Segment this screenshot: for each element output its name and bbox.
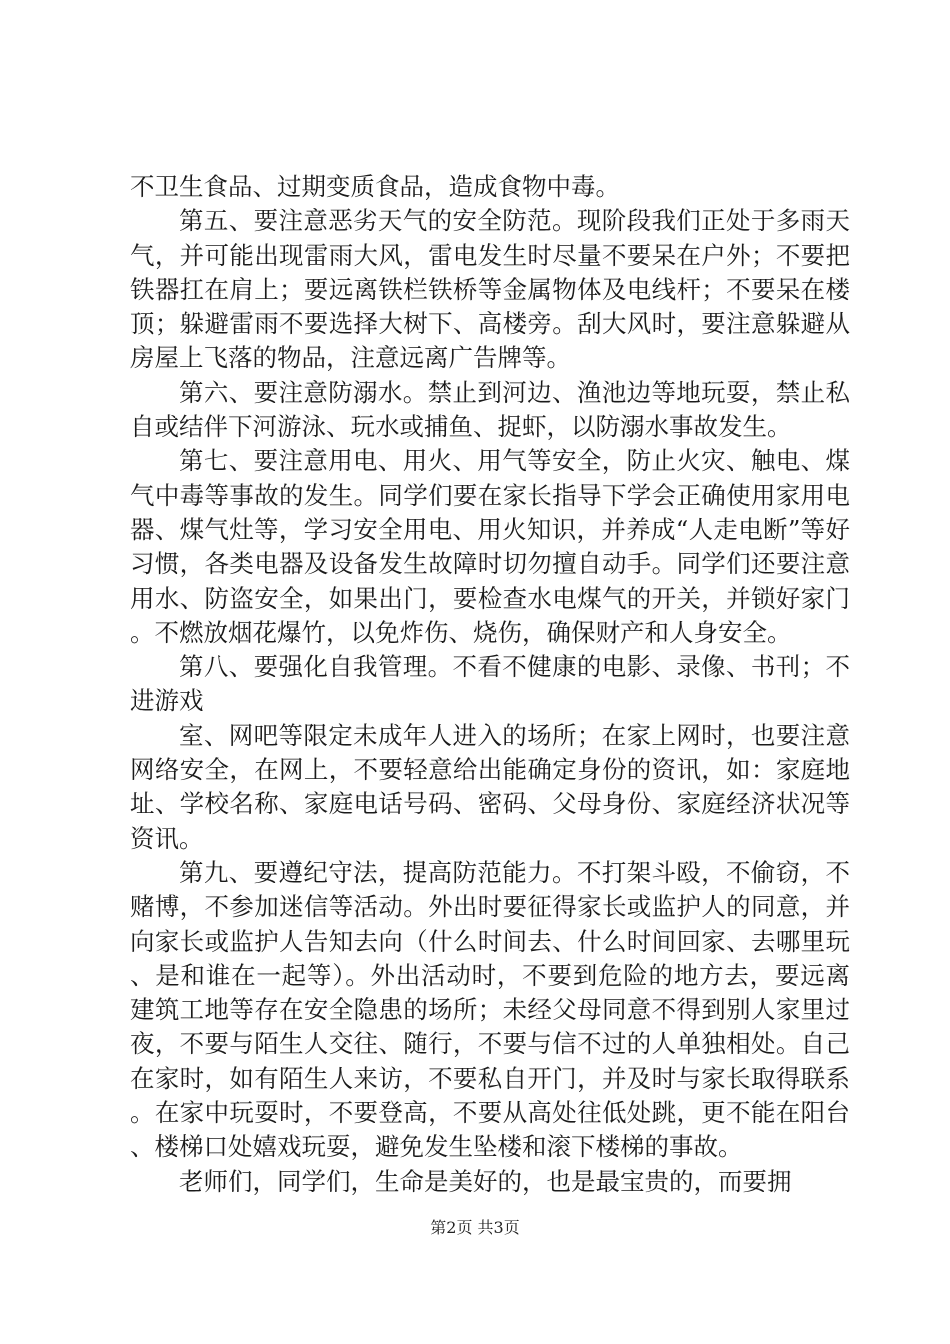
paragraph-7: 第九、要遵纪守法，提高防范能力。不打架斗殴，不偷窃，不赌博，不参加迷信等活动。外出时要征得家长或监护人的同意，并向家长或监护人告知去向（什么时间去、什么时间回家、去哪里玩、是和谁在一起等）。外出活动时，不要到危险的地方去，要远离建筑工地等存在安全隐患的场所；未经父母同意不得到别人家里过夜，不要与陌生人交往、随行，不要与信不过的人单独相处。自己在家时，如有陌生人来访，不要私自开门，并及时与家长取得联系。在家中玩耍时，不要登高，不要从高处往低处跳，更不能在阳台、楼梯口处嬉戏玩耍，避免发生坠楼和滚下楼梯的事故。 bbox=[130, 857, 850, 1162]
document-body bbox=[130, 170, 850, 1199]
paragraph-5: 第八、要强化自我管理。不看不健康的电影、录像、书刊；不进游戏 bbox=[130, 652, 850, 716]
paragraph-4: 第七、要注意用电、用火、用气等安全，防止火灾、触电、煤气中毒等事故的发生。同学们要在家长指导下学会正确使用家用电器、煤气灶等，学习安全用电、用火知识，并养成“人走电断”等好习惯，各类电器及设备发生故障时切勿擅自动手。同学们还要注意用水、防盗安全，如果出门，要检查水电煤气的开关，并锁好家门。不燃放烟花爆竹，以免炸伤、烧伤，确保财产和人身安全。 bbox=[130, 446, 850, 647]
paragraph-6: 室、网吧等限定未成年人进入的场所；在家上网时，也要注意网络安全，在网上，不要轻意给出能确定身份的资讯，如：家庭地址、学校名称、家庭电话号码、密码、父母身份、家庭经济状况等资讯。 bbox=[130, 720, 850, 853]
page-footer: 第2页 共3页 bbox=[430, 1218, 520, 1237]
paragraph-1: 不卫生食品、过期变质食品，造成食物中毒。 bbox=[130, 172, 620, 201]
paragraph-8: 老师们，同学们，生命是美好的，也是最宝贵的，而要拥 bbox=[179, 1166, 792, 1196]
paragraph-3: 第六、要注意防溺水。禁止到河边、渔池边等地玩耍，禁止私自或结伴下河游泳、玩水或捕鱼、捉虾，以防溺水事故发生。 bbox=[130, 377, 850, 442]
paragraph-2: 第五、要注意恶劣天气的安全防范。现阶段我们正处于多雨天气，并可能出现雷雨大风，雷电发生时尽量不要呆在户外；不要把铁器扛在肩上；要远离铁栏铁桥等金属物体及电线杆；不要呆在楼顶；躲避雷雨不要选择大树下、高楼旁。刮大风时，要注意躲避从房屋上飞落的物品，注意远离广告牌等。 bbox=[130, 206, 850, 373]
